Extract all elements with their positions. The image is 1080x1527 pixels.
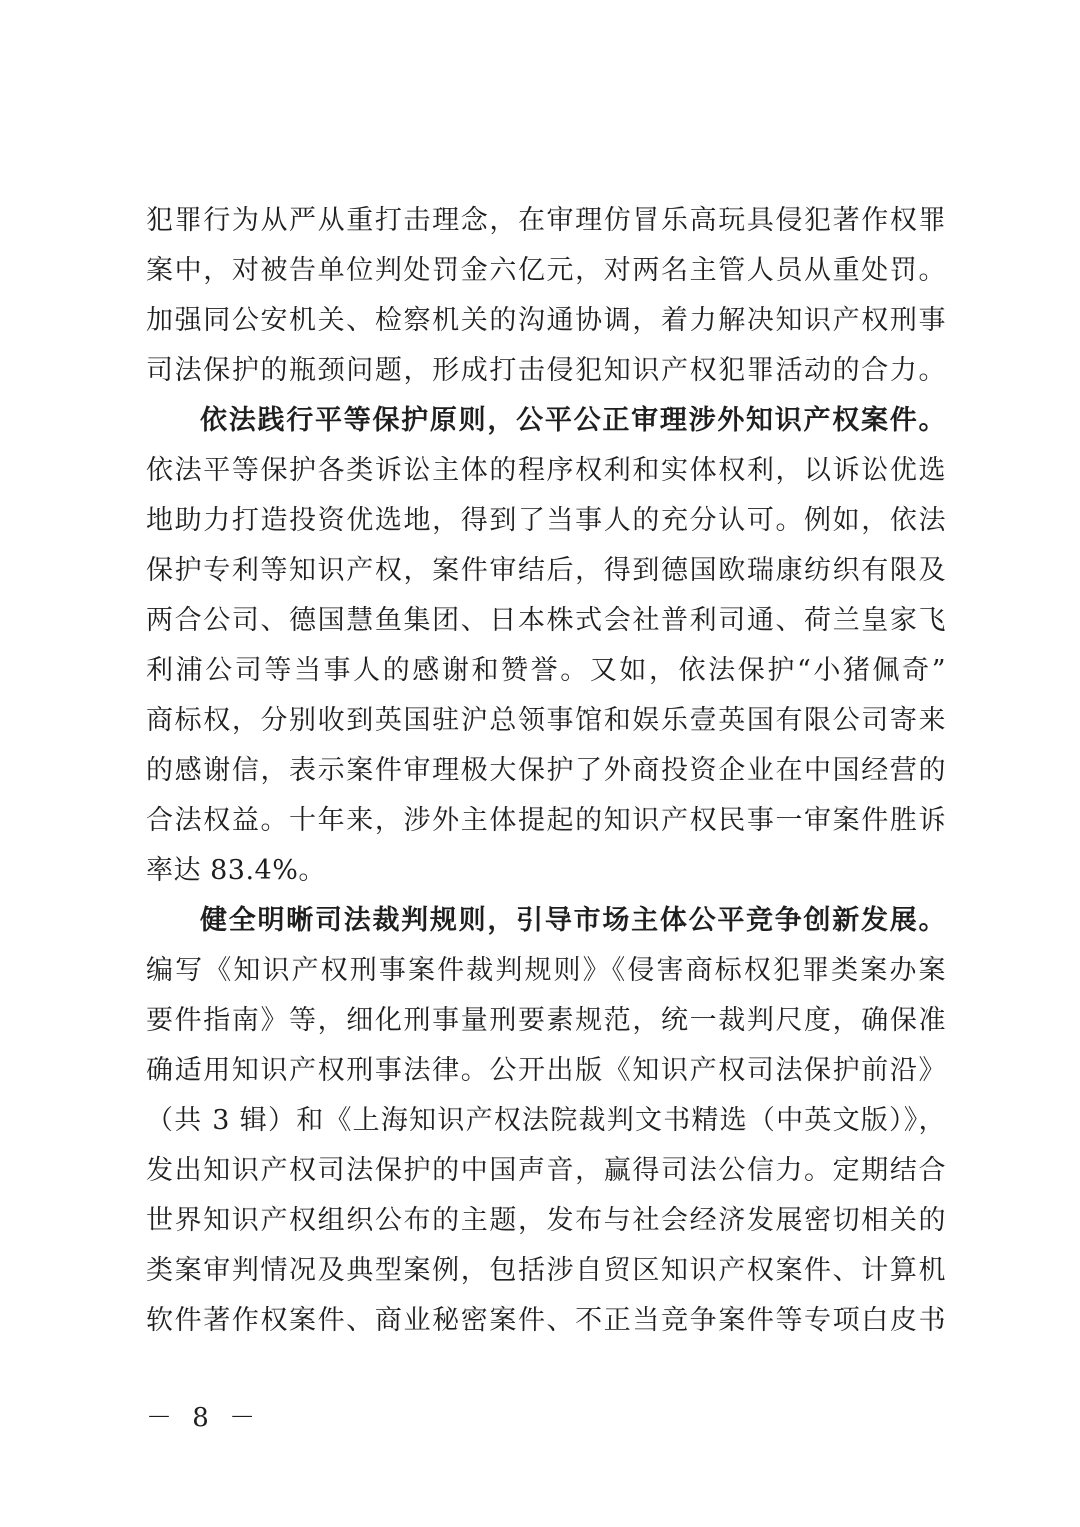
text-line: 编写《知识产权刑事案件裁判规则》《侵害商标权犯罪类案办案 [146,955,946,986]
text-line: 的感谢信，表示案件审理极大保护了外商投资企业在中国经营的 [146,755,946,786]
text-line: 利浦公司等当事人的感谢和赞誉。又如，依法保护“小猪佩奇” [146,655,946,686]
text-line: 类案审判情况及典型案例，包括涉自贸区知识产权案件、计算机 [146,1255,946,1286]
text-line: 商标权，分别收到英国驻沪总领事馆和娱乐壹英国有限公司寄来 [146,705,946,736]
text-line: 保护专利等知识产权，案件审结后，得到德国欧瑞康纺织有限及 [146,555,946,586]
text-line: 两合公司、德国慧鱼集团、日本株式会社普利司通、荷兰皇家飞 [146,605,946,636]
text-line: 世界知识产权组织公布的主题，发布与社会经济发展密切相关的 [146,1205,946,1236]
text-line: 合法权益。十年来，涉外主体提起的知识产权民事一审案件胜诉 [146,805,946,836]
text-line: 加强同公安机关、检察机关的沟通协调，着力解决知识产权刑事 [146,305,946,336]
text-line: 要件指南》等，细化刑事量刑要素规范，统一裁判尺度，确保准 [146,1005,946,1036]
text-line: 犯罪行为从严从重打击理念，在审理仿冒乐高玩具侵犯著作权罪 [146,205,946,236]
text-line: 率达 83.4%。 [146,855,326,886]
text-line: 司法保护的瓶颈问题，形成打击侵犯知识产权犯罪活动的合力。 [146,355,946,386]
section-heading: 健全明晰司法裁判规则，引导市场主体公平竞争创新发展。 [200,905,946,936]
page-number: － 8 － [146,1403,262,1433]
text-line: 依法平等保护各类诉讼主体的程序权利和实体权利，以诉讼优选 [146,455,946,486]
section-heading: 依法践行平等保护原则，公平公正审理涉外知识产权案件。 [200,405,946,436]
text-line: 确适用知识产权刑事法律。公开出版《知识产权司法保护前沿》 [146,1055,946,1086]
text-line: （共 3 辑）和《上海知识产权法院裁判文书精选（中英文版）》， [146,1105,946,1136]
text-line: 发出知识产权司法保护的中国声音，赢得司法公信力。定期结合 [146,1155,946,1186]
text-line: 地助力打造投资优选地，得到了当事人的充分认可。例如，依法 [146,505,946,536]
body-text [146,196,946,1346]
text-line: 软件著作权案件、商业秘密案件、不正当竞争案件等专项白皮书 [146,1305,946,1336]
text-line: 案中，对被告单位判处罚金六亿元，对两名主管人员从重处罚。 [146,255,946,286]
